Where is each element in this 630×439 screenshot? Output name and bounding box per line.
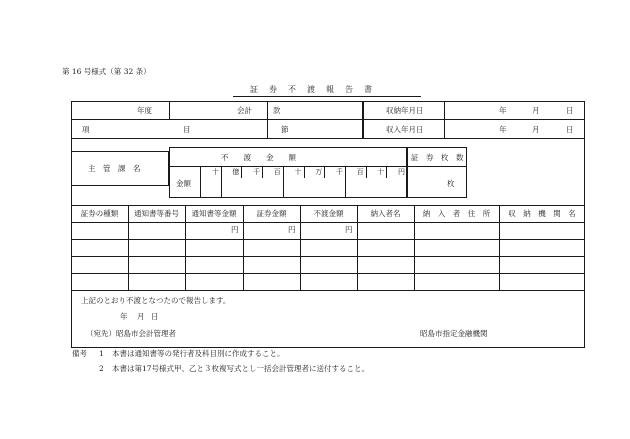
report-tsuki: 月 <box>137 312 145 321</box>
col-divider <box>169 101 170 119</box>
note-2-num: 2 <box>99 364 104 373</box>
digit-unit-label: 万 <box>315 168 323 176</box>
table-col-line <box>300 205 301 290</box>
table-row-line <box>71 273 585 274</box>
digit-unit-label: 千 <box>253 168 261 176</box>
digit-divider <box>241 166 242 178</box>
moku-label: 目 <box>183 125 191 134</box>
report-nen: 年 <box>120 312 128 321</box>
digit-unit-label: 十 <box>377 168 385 176</box>
amount-label-divider <box>200 166 201 198</box>
digit-divider <box>283 166 284 198</box>
table-header-cell: 証券の種類 <box>80 209 119 218</box>
row-divider <box>71 119 585 120</box>
table-header-cell: 通知書等金額 <box>191 209 237 218</box>
note-1-text: 本書は通知書等の発行者及科目別に作成すること。 <box>112 349 285 358</box>
yen-unit: 円 <box>345 225 353 234</box>
digit-divider <box>304 166 305 178</box>
shuno-date-label: 収納年月日 <box>386 106 424 115</box>
digit-unit-label: 千 <box>335 168 343 176</box>
form-number: 第 16 号様式（第 32 条） <box>62 67 151 76</box>
row-divider <box>71 138 585 139</box>
count-divider <box>407 166 467 167</box>
table-header-cell: 納 入 者 住 所 <box>422 209 491 218</box>
addressee: （宛先）昭島市会計管理者 <box>86 329 176 338</box>
digit-unit-label: 十 <box>294 168 302 176</box>
yen-unit: 円 <box>231 225 239 234</box>
table-header-cell: 納入者名 <box>370 209 401 218</box>
digit-unit-label: 十 <box>211 168 219 176</box>
table-header-cell: 証券金額 <box>256 209 287 218</box>
notes-label: 備考 <box>72 349 87 358</box>
document-title: 証券不渡報告書 <box>250 85 383 94</box>
table-col-line <box>243 205 244 290</box>
table-header-cell: 通知書等番号 <box>134 209 179 218</box>
shuno-hi: 日 <box>566 106 574 115</box>
shuno-nen: 年 <box>499 106 507 115</box>
table-row-line <box>71 222 585 223</box>
table-header-cell: 収 納 機 関 名 <box>508 209 576 218</box>
count-unit: 枚 <box>447 179 455 188</box>
shunyu-hi: 日 <box>566 125 574 134</box>
title-underline <box>233 96 421 97</box>
table-col-line <box>499 205 500 290</box>
digit-unit-label: 円 <box>398 168 405 176</box>
table-row-line <box>71 239 585 240</box>
count-header: 証 券 枚 数 <box>411 153 464 162</box>
col-divider-double <box>362 101 364 138</box>
col-divider <box>267 101 268 138</box>
ko-label: 項 <box>82 125 90 134</box>
amount-header: 不 渡 金 額 <box>221 153 296 162</box>
nendo-label: 年度 <box>137 106 152 115</box>
table-col-line <box>357 205 358 290</box>
table-col-line <box>185 205 186 290</box>
note-2-text: 本書は第17号様式甲、乙と３枚複写式とし一括会計管理者に送付すること。 <box>112 364 370 373</box>
kaikei-label: 会計 <box>237 106 252 115</box>
table-header-cell: 不渡金額 <box>313 209 344 218</box>
digit-divider <box>386 166 387 178</box>
kan-label: 款 <box>273 106 281 115</box>
shunyu-date-label: 収入年月日 <box>386 125 424 134</box>
table-bottom-line <box>71 290 585 291</box>
report-statement: 上記のとおり不渡となつたので報告します。 <box>81 296 231 305</box>
col-divider <box>444 101 445 138</box>
digit-divider <box>262 166 263 178</box>
digit-divider <box>324 166 325 178</box>
table-row-line <box>71 256 585 257</box>
digit-divider <box>345 166 346 198</box>
shunyu-tsuki: 月 <box>532 125 540 134</box>
table-col-line <box>414 205 415 290</box>
digit-unit-label: 百 <box>356 168 364 176</box>
digit-unit-label: 億 <box>232 168 240 176</box>
report-hi: 日 <box>151 312 159 321</box>
yen-unit: 円 <box>288 225 296 234</box>
table-col-line <box>128 205 129 290</box>
digit-divider <box>366 166 367 178</box>
digit-unit-label: 百 <box>273 168 281 176</box>
shuno-tsuki: 月 <box>532 106 540 115</box>
note-1-num: 1 <box>99 349 104 358</box>
amount-label: 金額 <box>176 179 191 188</box>
reporter: 昭島市指定金融機関 <box>420 329 488 338</box>
digit-divider <box>221 166 222 198</box>
section-divider <box>71 205 585 206</box>
amount-divider <box>169 166 407 167</box>
setsu-label: 節 <box>281 125 289 134</box>
shunyu-nen: 年 <box>499 125 507 134</box>
dept-label: 主 管 課 名 <box>88 164 141 173</box>
